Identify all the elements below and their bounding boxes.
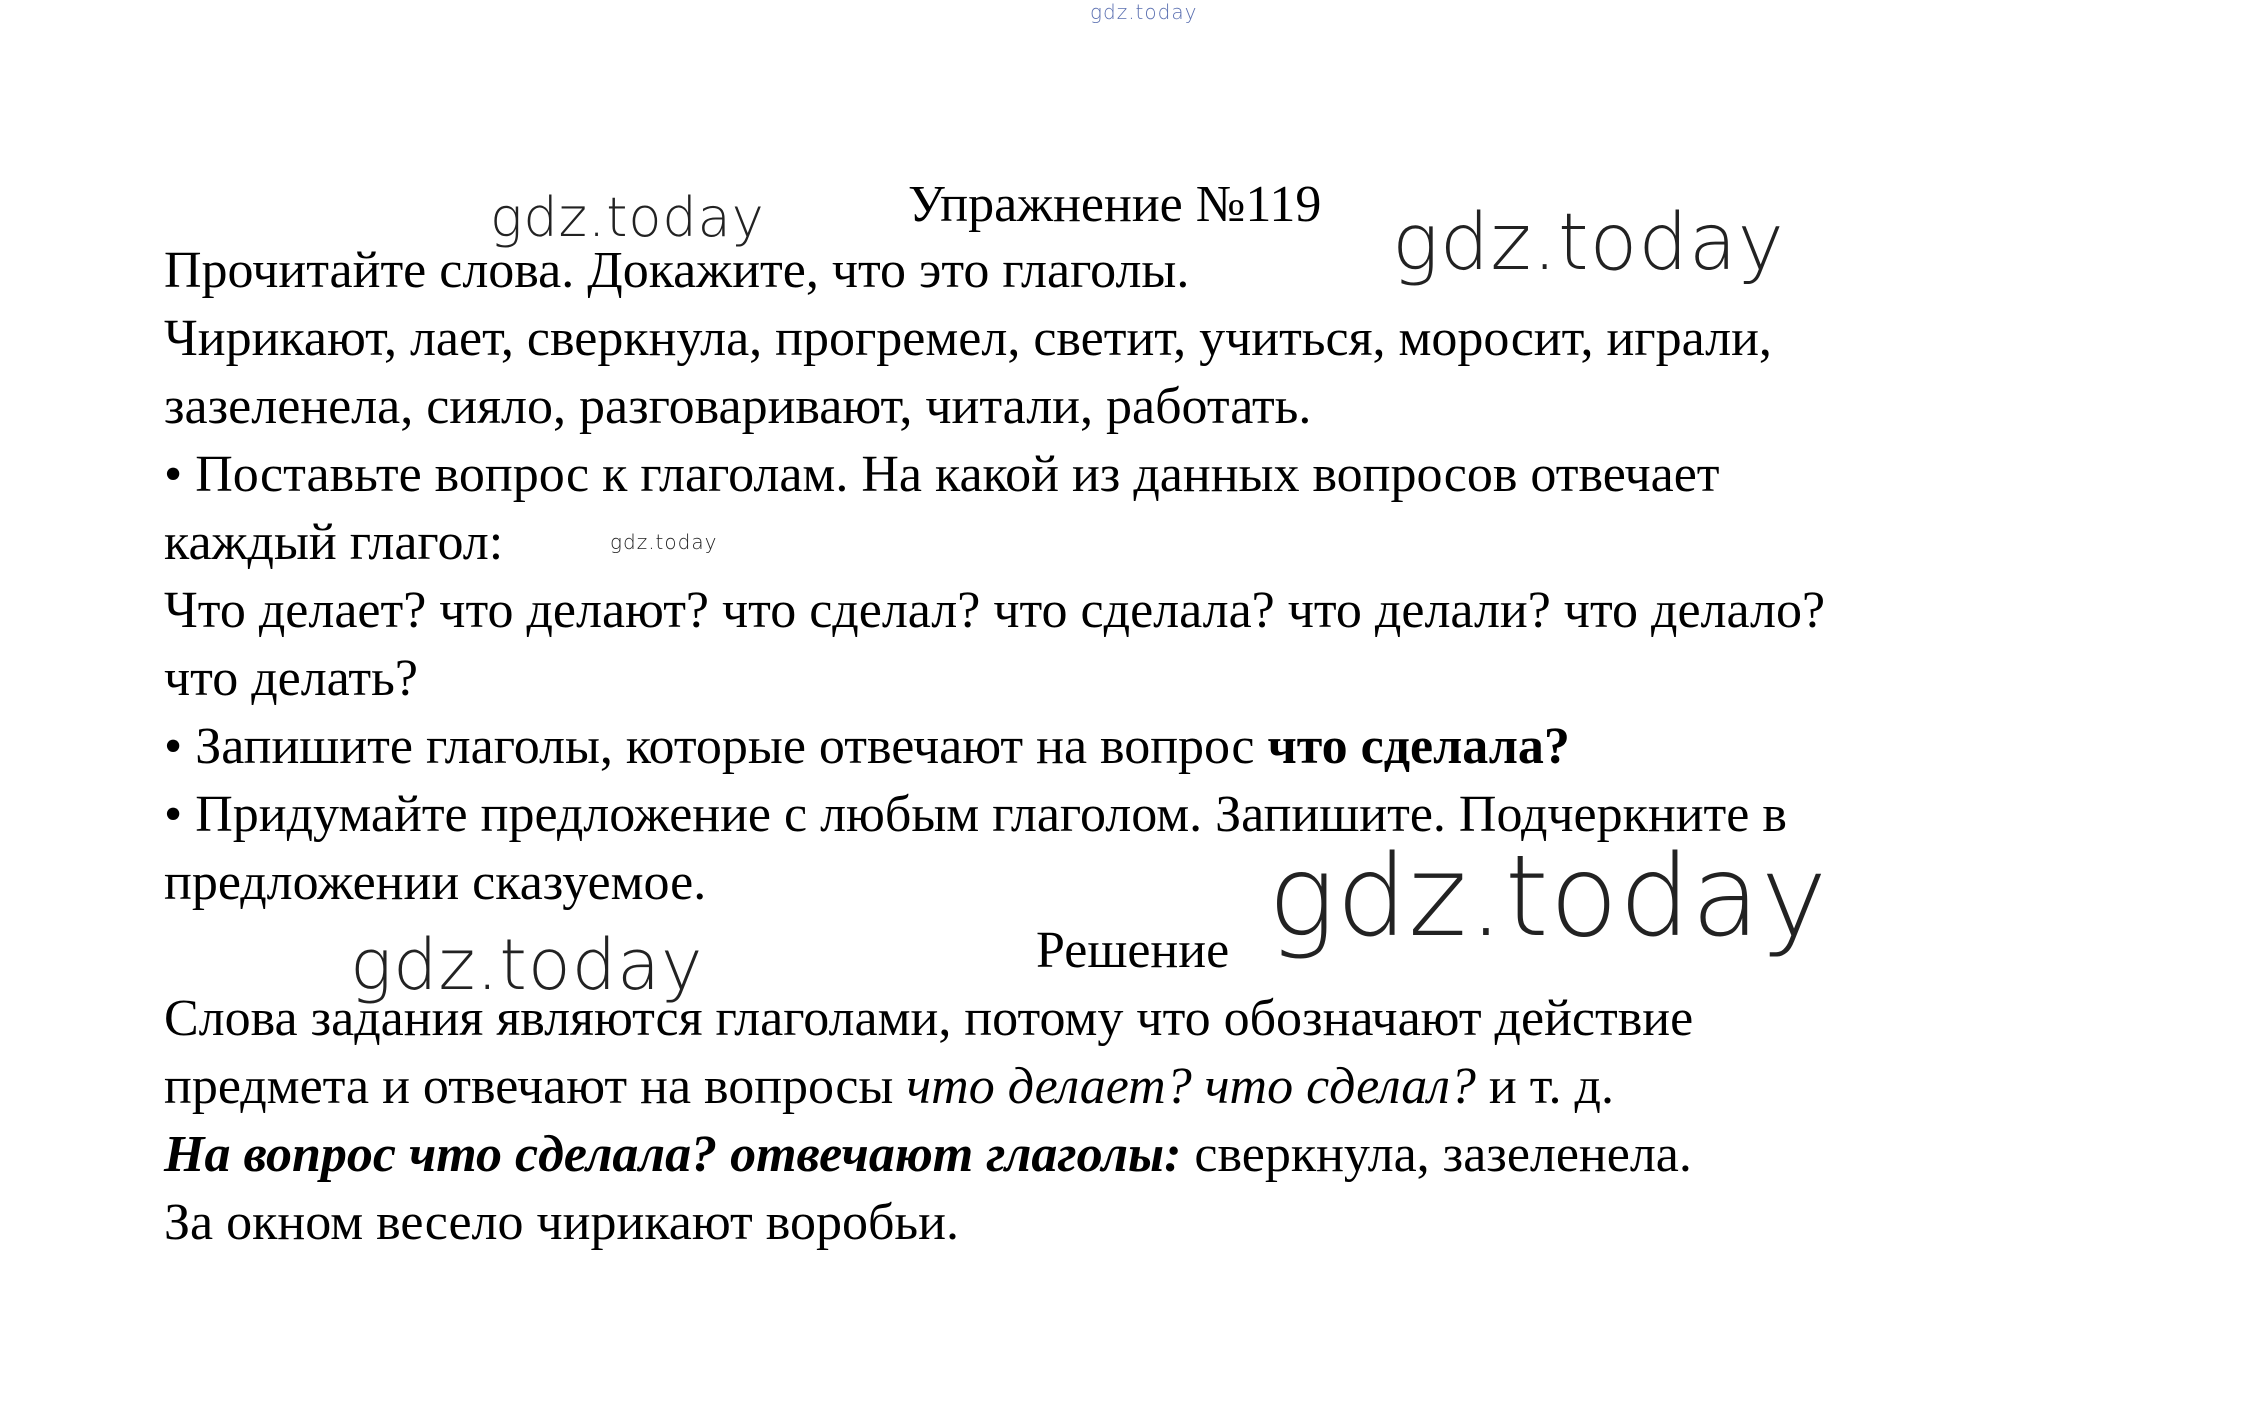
exercise-line-2: Чирикают, лает, сверкнула, прогремел, светит, учиться, моросит, играли, — [164, 310, 1772, 367]
exercise-line-7: что делать? — [164, 650, 418, 707]
watermark-top: gdz.today — [1090, 0, 1198, 24]
exercise-line-4: • Поставьте вопрос к глаголам. На какой из данных вопросов отвечает — [164, 446, 1720, 503]
exercise-line-5: каждый глагол: — [164, 514, 504, 571]
solution-line-3-text: сверкнула, зазеленела. — [1181, 1126, 1692, 1183]
watermark-solution-left: gdz.today — [350, 924, 704, 1006]
exercise-line-10: предложении сказуемое. — [164, 854, 707, 911]
solution-line-3-bolditalic: На вопрос что сделала? отвечают глаголы: — [164, 1126, 1182, 1183]
exercise-line-9: • Придумайте предложение с любым глаголом. Запишите. Подчеркните в — [164, 786, 1787, 843]
watermark-solution-big: gdz.today — [1268, 832, 1829, 962]
watermark-title-right: gdz.today — [1392, 198, 1785, 288]
exercise-line-6: Что делает? что делают? что сделал? что сделала? что делали? что делало? — [164, 582, 1826, 639]
solution-line-2 — [164, 1054, 1614, 1120]
watermark-mid-tiny: gdz.today — [610, 530, 718, 554]
watermark-title-left: gdz.today — [490, 186, 765, 249]
exercise-line-8 — [164, 714, 1570, 780]
exercise-title: Упражнение №119 — [908, 176, 1322, 233]
solution-line-1: Слова задания являются глаголами, потому что обозначают действие — [164, 990, 1694, 1047]
exercise-line-1: Прочитайте слова. Докажите, что это глаголы. — [164, 242, 1190, 299]
exercise-line-8-bold: что сделала? — [1267, 718, 1570, 775]
solution-line-2-text: предмета и отвечают на вопросы — [164, 1058, 907, 1115]
solution-title: Решение — [1036, 922, 1230, 979]
solution-line-2-end: и т. д. — [1475, 1058, 1614, 1115]
solution-line-3 — [164, 1122, 1692, 1188]
solution-line-4: За окном весело чирикают воробьи. — [164, 1194, 959, 1251]
solution-line-2-italic: что делает? что сделал? — [906, 1058, 1476, 1115]
exercise-line-3: зазеленела, сияло, разговаривают, читали, работать. — [164, 378, 1312, 435]
exercise-line-8-text: • Запишите глаголы, которые отвечают на вопрос — [164, 718, 1268, 775]
